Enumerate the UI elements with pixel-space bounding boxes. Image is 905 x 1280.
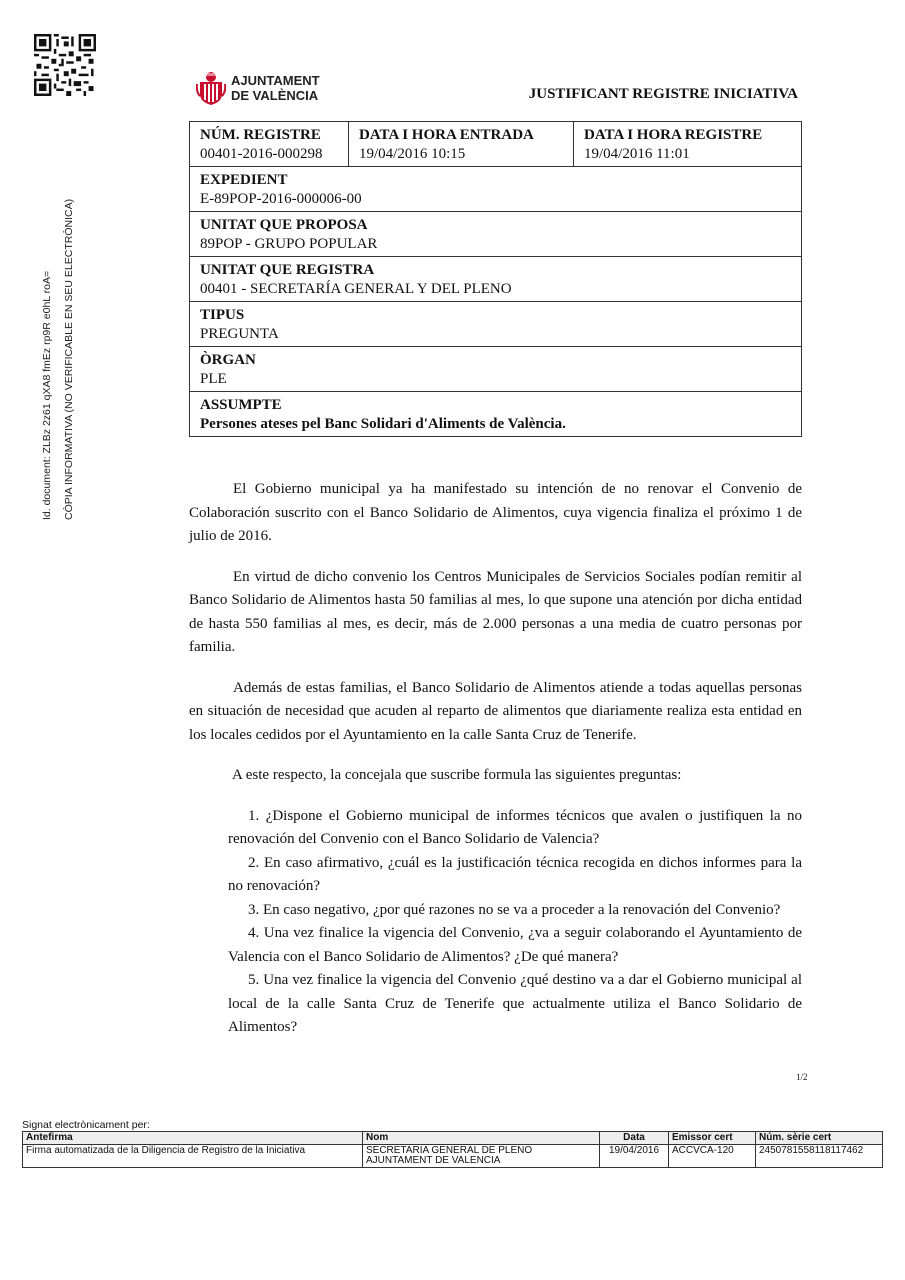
tipus-label: TIPUS bbox=[200, 307, 245, 323]
nom-value bbox=[363, 1145, 600, 1168]
expedient-label: EXPEDIENT bbox=[200, 172, 288, 188]
col-nom: Nom bbox=[363, 1132, 600, 1145]
expedient-value: E-89POP-2016-000006-00 bbox=[200, 191, 362, 207]
col-serie: Núm. sèrie cert bbox=[756, 1132, 883, 1145]
entrada-cell bbox=[349, 122, 574, 167]
informative-copy-note: CÒPIA INFORMATIVA (NO VERIFICABLE EN SEU ELECTRÒNICA) bbox=[63, 198, 75, 520]
data-value: 19/04/2016 bbox=[600, 1145, 669, 1168]
document-body bbox=[189, 478, 802, 1040]
col-antefirma: Antefirma bbox=[23, 1132, 363, 1145]
logo-line-1: AJUNTAMENT bbox=[231, 73, 320, 88]
document-id: Id. document: ZLBz 2z61 qXA8 fmEz rp9R e0hL roA= bbox=[41, 270, 53, 520]
paragraph-2: En virtud de dicho convenio los Centros Municipales de Servicios Sociales podían remitir al Banco Solidario de Alimentos hasta 50 familias al mes, lo que supone una atención por dicha entidad de hasta 550 familias al mes, es decir, más de 2.000 personas a una media de cuatro personas por familia. bbox=[189, 568, 802, 655]
proposa-label: UNITAT QUE PROPOSA bbox=[200, 217, 368, 233]
side-verification-note bbox=[36, 199, 80, 520]
question-item: 4. Una vez finalice la vigencia del Convenio, ¿va a seguir colaborando el Ayuntamiento de Valencia con el Banco Solidario de Alimentos? ¿De qué manera? bbox=[228, 925, 802, 965]
num-registre-label: NÚM. REGISTRE bbox=[200, 127, 321, 143]
question-item: 3. En caso negativo, ¿por qué razones no se va a proceder a la renovación del Convenio? bbox=[248, 901, 781, 918]
nom-line-1: SECRETARIA GENERAL DE PLENO bbox=[366, 1145, 533, 1156]
assumpte-label: ASSUMPTE bbox=[200, 397, 282, 413]
entrada-label: DATA I HORA ENTRADA bbox=[359, 127, 534, 143]
registra-label: UNITAT QUE REGISTRA bbox=[200, 262, 375, 278]
antefirma-value: Firma automatizada de la Diligencia de Registro de la Iniciativa bbox=[23, 1145, 363, 1168]
tipus-value: PREGUNTA bbox=[200, 326, 279, 342]
document-title: JUSTIFICANT REGISTRE INICIATIVA bbox=[528, 86, 798, 102]
page-number: 1/2 bbox=[796, 1072, 808, 1082]
organ-value: PLE bbox=[200, 371, 227, 387]
expedient-cell bbox=[190, 167, 802, 212]
question-item: 1. ¿Dispone el Gobierno municipal de informes técnicos que avalen o justifiquen la no renovación del Convenio con el Banco Solidario de Valencia? bbox=[228, 807, 802, 847]
organ-cell bbox=[190, 347, 802, 392]
signature-heading: Signat electrònicament per: bbox=[22, 1119, 150, 1131]
logo-line-2: DE VALÈNCIA bbox=[231, 88, 319, 103]
paragraph-1: El Gobierno municipal ya ha manifestado su intención de no renovar el Convenio de Colaboración suscrito con el Banco Solidario de Alimentos, cuya vigencia finaliza el próximo 1 de julio de 2016. bbox=[189, 481, 802, 544]
organ-label: ÒRGAN bbox=[200, 352, 256, 368]
table-row bbox=[23, 1145, 883, 1168]
assumpte-cell bbox=[190, 392, 802, 437]
question-item: 2. En caso afirmativo, ¿cuál es la justificación técnica recogida en dichos informes para la no renovación? bbox=[228, 854, 802, 894]
question-item: 5. Una vez finalice la vigencia del Convenio ¿qué destino va a dar el Gobierno municipal al local de la calle Santa Cruz de Tenerife que actualmente utiliza el Banco Solidario de Alimentos? bbox=[228, 972, 802, 1035]
signature-table bbox=[22, 1131, 883, 1168]
col-emissor: Emissor cert bbox=[669, 1132, 756, 1145]
paragraph-3: Además de estas familias, el Banco Solidario de Alimentos atiende a todas aquellas personas en situación de necesidad que acuden al reparto de alimentos que diariamente realiza esta entidad en los locales cedidos por el Ayuntamiento en la calle Santa Cruz de Tenerife. bbox=[189, 679, 802, 743]
num-registre-cell bbox=[190, 122, 349, 167]
col-data: Data bbox=[600, 1132, 669, 1145]
registre-cell bbox=[574, 122, 802, 167]
nom-line-2: AJUNTAMENT DE VALENCIA bbox=[366, 1155, 501, 1166]
assumpte-value: Persones ateses pel Banc Solidari d'Aliments de València. bbox=[200, 416, 566, 432]
questions-list bbox=[189, 805, 802, 1040]
proposa-cell bbox=[190, 212, 802, 257]
qr-code bbox=[34, 34, 96, 96]
tipus-cell bbox=[190, 302, 802, 347]
paragraph-4: A este respecto, la concejala que suscribe formula las siguientes preguntas: bbox=[232, 767, 682, 783]
num-registre-value: 00401-2016-000298 bbox=[200, 146, 323, 162]
ajuntament-logo bbox=[196, 70, 320, 106]
coat-of-arms-icon bbox=[196, 70, 226, 106]
proposa-value: 89POP - GRUPO POPULAR bbox=[200, 236, 378, 252]
emissor-value: ACCVCA-120 bbox=[669, 1145, 756, 1168]
registre-value: 19/04/2016 11:01 bbox=[584, 146, 690, 162]
registry-table bbox=[189, 121, 802, 437]
registre-label: DATA I HORA REGISTRE bbox=[584, 127, 763, 143]
entrada-value: 19/04/2016 10:15 bbox=[359, 146, 466, 162]
serie-value: 2450781558118117462 bbox=[756, 1145, 883, 1168]
registra-cell bbox=[190, 257, 802, 302]
registra-value: 00401 - SECRETARÍA GENERAL Y DEL PLENO bbox=[200, 281, 512, 297]
